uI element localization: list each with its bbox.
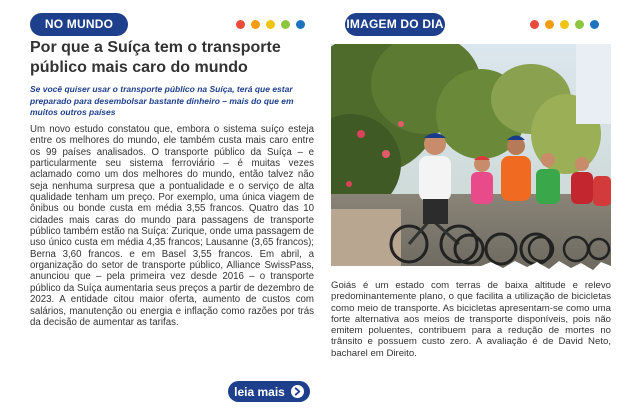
color-dots-left: [236, 20, 305, 29]
dot-yellow: [266, 20, 275, 29]
read-more-button[interactable]: [228, 381, 310, 402]
dot-orange: [251, 20, 260, 29]
read-more-label: leia mais: [234, 384, 285, 399]
dot-orange: [545, 20, 554, 29]
article-lede: Se você quiser usar o transporte público na Suíça, terá que estar preparado para desembolsar bastante dinheiro – mais do que em muitos outros países: [30, 84, 294, 117]
article-body: Um novo estudo constatou que, embora o sistema suíço esteja entre os melhores do mundo, ele também custa mais caro entre os 99 países analisados. O transporte público da Suíça – e particularmente seu sistema ferroviário – é muitas vezes aclamado como um dos melhores do mundo, então talvez não seja nenhuma surpresa que a pontualidade e o serviço de alta qualidade tenham um preço. Por exemplo, uma única viagem de ônibus ou bonde custa em média 3,55 francos. Quatro das 10 cidades mais caras do mundo para passagens de transporte público também estão na Suíça: Zurique, onde uma passagem de uso único custa em média 4,35 francos; Lausanne (3,65 francos); Berna 3,60 francos. e em Basel 3,55 francos. Em abril, a organização do setor de transporte público, Alliance SwissPass, anunciou que – pela primeira vez desde 2016 – o transporte público da Suíça aumentaria seus preços a partir de dezembro de 2023. A entidade citou maior oferta, aumento de custos com salários, manutenção ou energia e inflação como razões por trás da decisão de aumentar as tarifas.: [30, 124, 314, 328]
dot-blue: [590, 20, 599, 29]
dot-green: [575, 20, 584, 29]
chevron-right-icon: [291, 385, 304, 398]
dot-red: [530, 20, 539, 29]
article-headline: Por que a Suíça tem o transporte público mais caro do mundo: [30, 39, 281, 76]
cyclists-photo: [331, 44, 611, 270]
section-tag-imagem-do-dia: IMAGEM DO DIA: [345, 13, 445, 36]
section-tag-no-mundo: NO MUNDO: [30, 13, 128, 36]
dot-blue: [296, 20, 305, 29]
dot-green: [281, 20, 290, 29]
photo-caption: Goiás é um estado com terras de baixa altitude e relevo predominantemente plano, o que facilita a utilização de bicicletas como meio de transporte. As bicicletas apresentam-se como uma forte alternativa aos meios de transporte disponíveis, pois não emitem poluentes, contribuem para a redução de mortes no trânsito e possuem custo zero. A avaliação é de David Neto, bacharel em Direito.: [331, 280, 611, 359]
dot-red: [236, 20, 245, 29]
color-dots-right: [530, 20, 599, 29]
dot-yellow: [560, 20, 569, 29]
